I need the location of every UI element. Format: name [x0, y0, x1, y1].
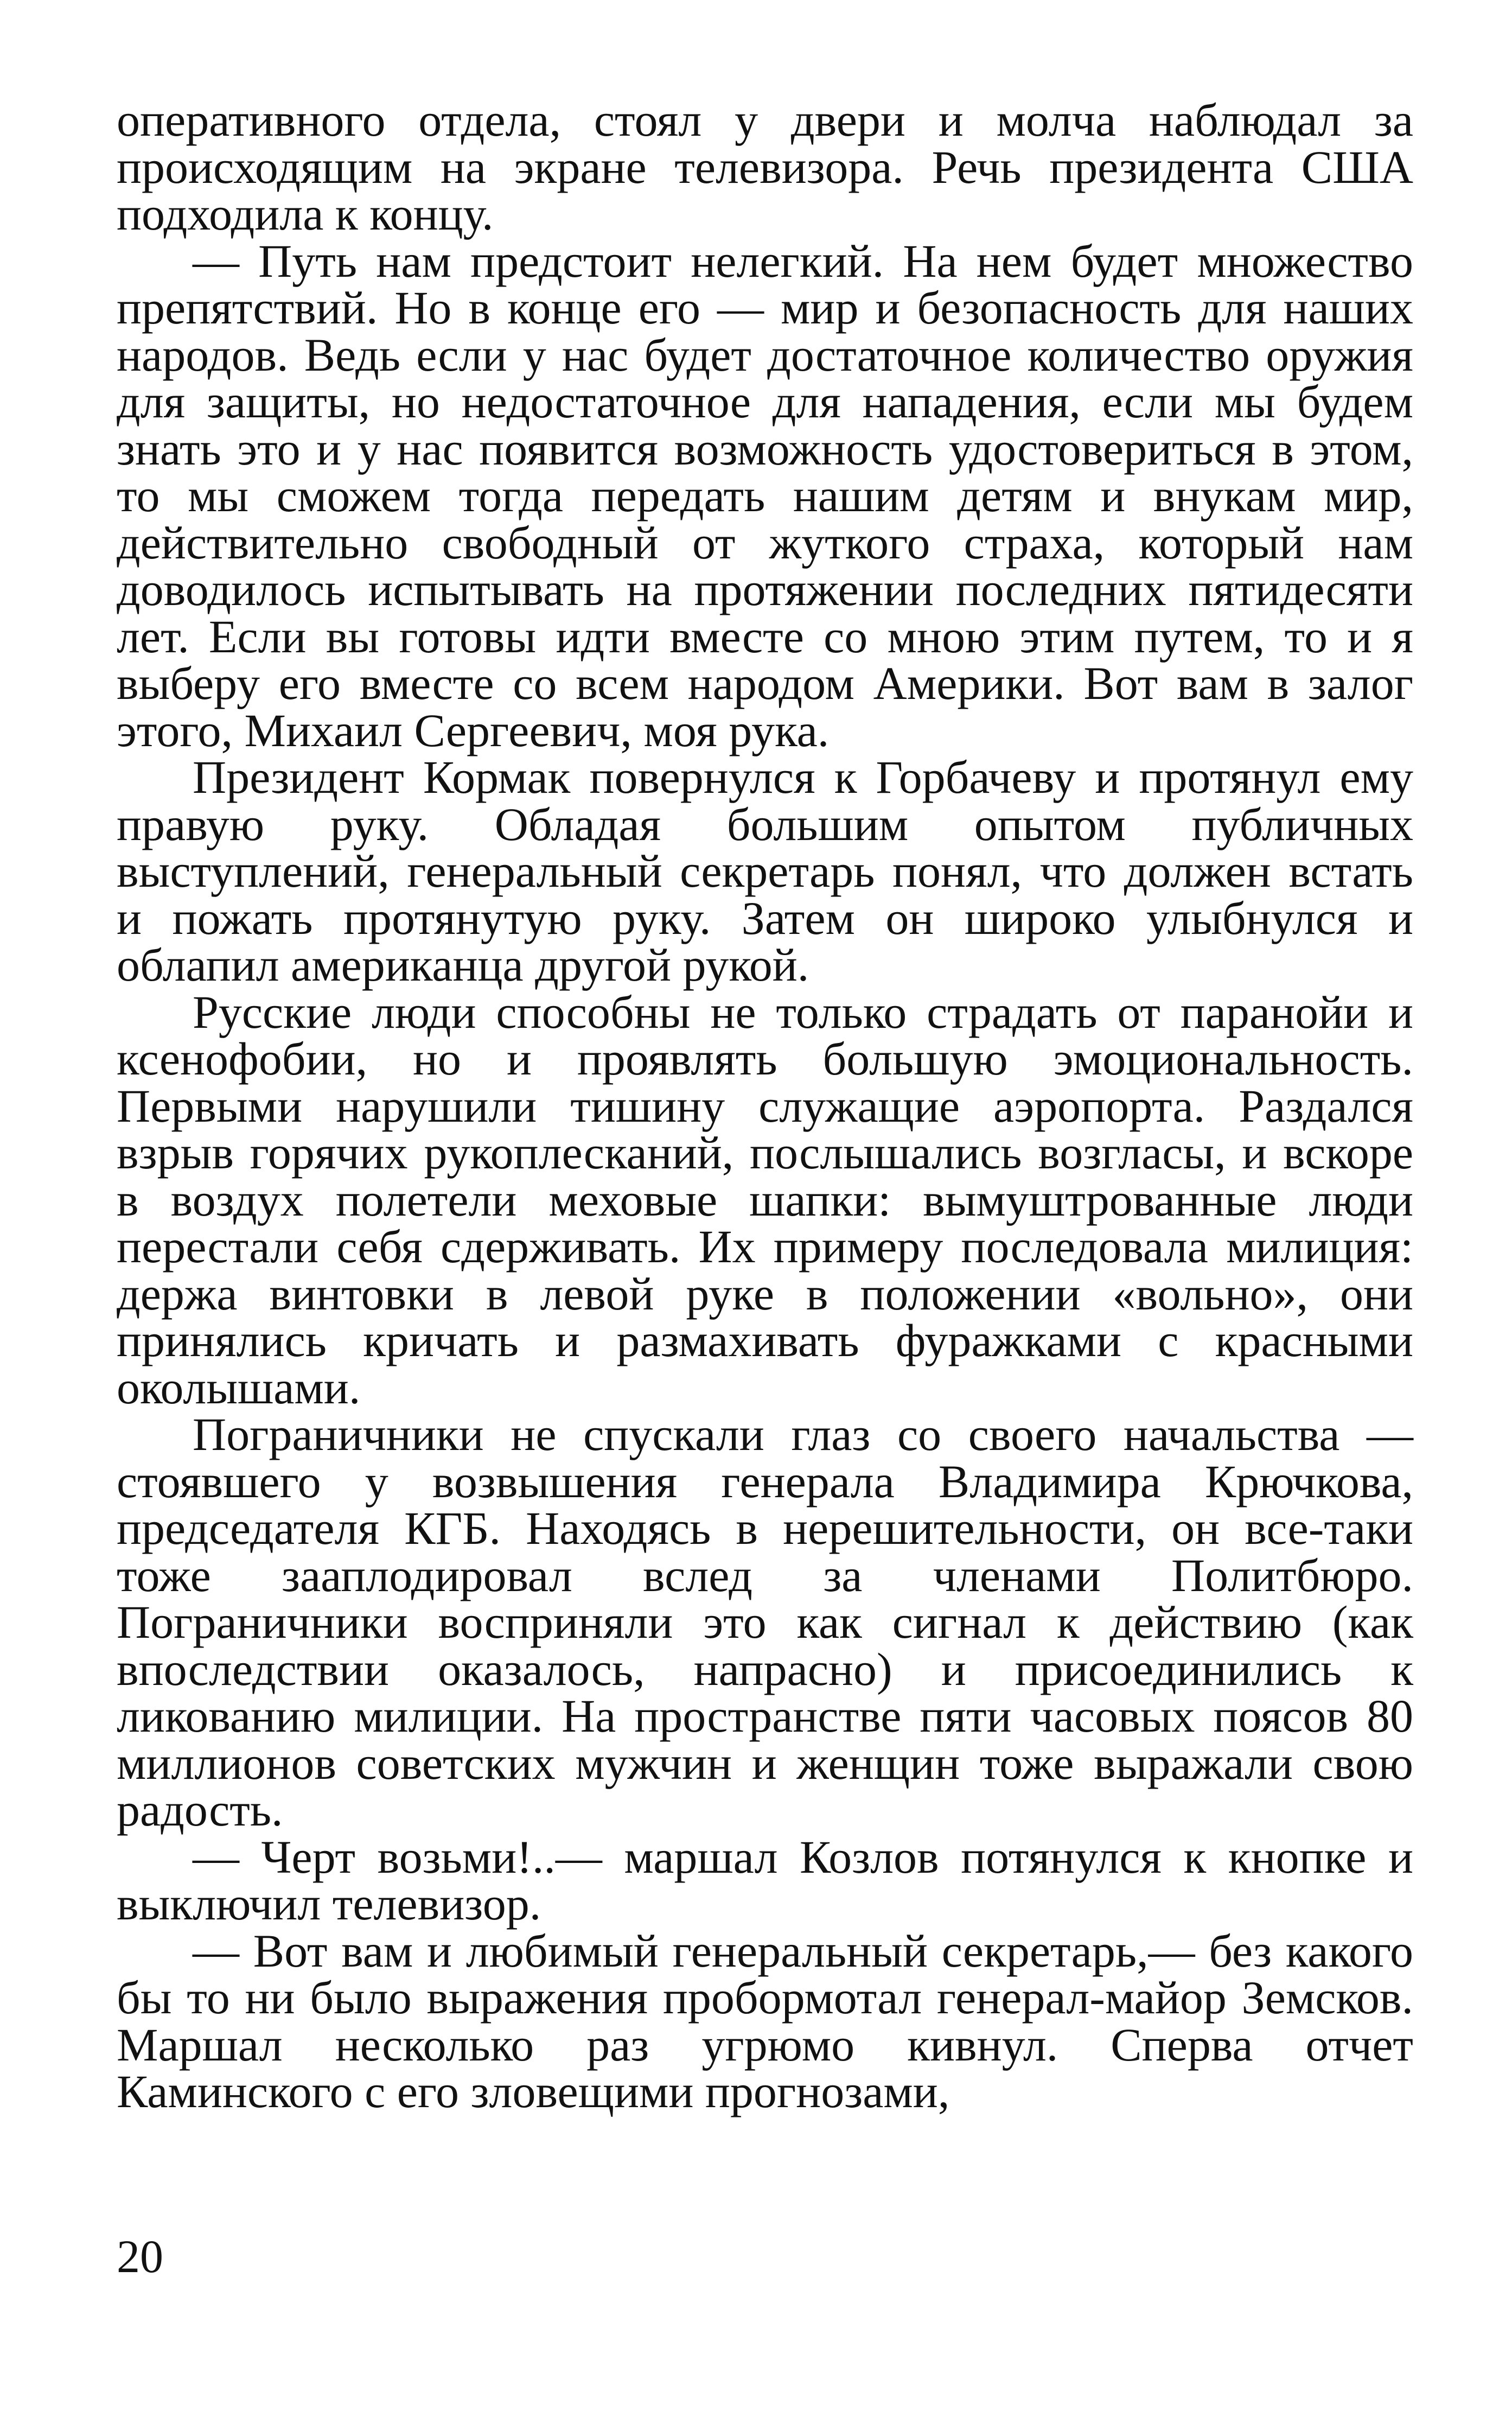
page-number: 20: [117, 2230, 163, 2282]
body-text: [117, 94, 1413, 2117]
paragraph-7: — Вот вам и любимый генеральный секретарь,— без какого бы то ни было выражения пробормотал генерал-майор Земсков. Маршал несколько раз угрюмо кивнул. Сперва отчет Каминского с его зловещими прогнозами,: [117, 1924, 1413, 2117]
paragraph-2: — Путь нам предстоит нелегкий. На нем будет множество препятствий. Но в конце его — мир и безопасность для наших народов. Ведь если у нас будет достаточное количество оружия для защиты, но недостаточное для нападения, если мы будем знать это и у нас появится возможность удостовериться в этом, то мы сможем тогда передать нашим детям и внукам мир, действительно свободный от жуткого страха, который нам доводилось испытывать на протяжении последних пятидесяти лет. Если вы готовы идти вместе со мною этим путем, то и я выберу его вместе со всем народом Америки. Вот вам в залог этого, Михаил Сергеевич, моя рука.: [117, 234, 1413, 756]
paragraph-3: Президент Кормак повернулся к Горбачеву и протянул ему правую руку. Обладая большим опытом публичных выступлений, генеральный секретарь понял, что должен встать и пожать протянутую руку. Затем он широко улыбнулся и облапил американца другой рукой.: [117, 751, 1413, 991]
paragraph-1: оперативного отдела, стоял у двери и молча наблюдал за происходящим на экране телевизора. Речь президента США подходила к концу.: [117, 94, 1413, 240]
paragraph-4: Русские люди способны не только страдать от паранойи и ксенофобии, но и проявлять большую эмоциональность. Первыми нарушили тишину служащие аэропорта. Раздался взрыв горячих рукоплесканий, послышались возгласы, и вскоре в воздух полетели меховые шапки: вымуштрованные люди перестали себя сдерживать. Их примеру последовала милиция: держа винтовки в левой руке в положении «вольно», они принялись кричать и размахивать фуражками с красными околышами.: [117, 985, 1413, 1414]
paragraph-5: Пограничники не спускали глаз со своего начальства — стоявшего у возвышения генерала Владимира Крючкова, председателя КГБ. Находясь в нерешительности, он все-таки тоже зааплодировал вслед за членами Политбюро. Пограничники восприняли это как сигнал к действию (как впоследствии оказалось, напрасно) и присоединились к ликованию милиции. На пространстве пяти часовых поясов 80 миллионов советских мужчин и женщин тоже выражали свою радость.: [117, 1408, 1413, 1836]
paragraph-6: — Черт возьми!..— маршал Козлов потянулся к кнопке и выключил телевизор.: [117, 1830, 1413, 1930]
